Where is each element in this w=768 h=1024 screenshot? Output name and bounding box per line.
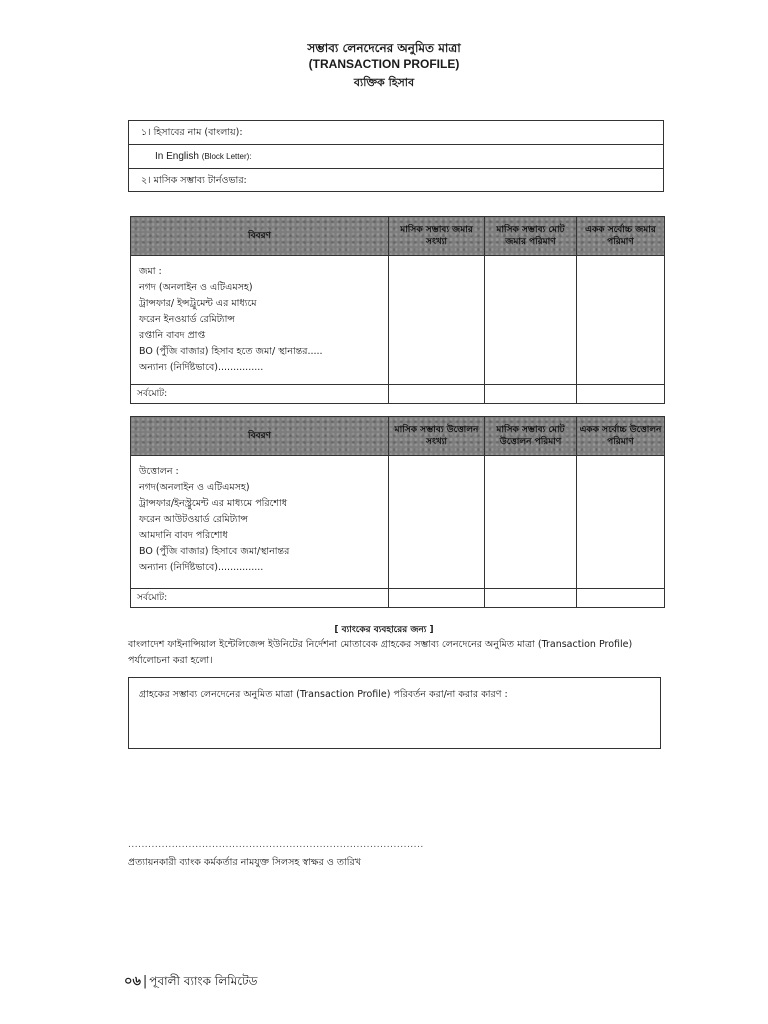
withdrawal-total-row [131,589,665,608]
form-title-en: (TRANSACTION PROFILE) [308,57,460,71]
deposit-item: ট্রান্সফার/ ইন্সট্রুমেন্ট এর মাধ্যমে [139,298,257,309]
withdrawal-total-max-input[interactable] [577,589,665,608]
deposit-total-label: সর্বমোট: [131,385,389,404]
withdrawal-item: ফরেন আউটওয়ার্ড রেমিট্যান্স [139,514,248,525]
deposit-total-row [131,385,665,404]
deposit-total-amount-sum-input[interactable] [485,385,577,404]
page-number: ০৬ [124,974,141,989]
withdrawal-table-header [131,417,665,456]
withdrawal-total-amount-sum-input[interactable] [485,589,577,608]
deposit-item: অন্যান্য (নির্দিষ্টভাবে)............... [139,362,264,373]
bank-use-heading: [ ব্যাংকের ব্যবহারের জন্য ] [334,625,434,635]
change-reason-box[interactable] [128,677,661,749]
account-name-en-label: In English (Block Letter): [155,151,252,162]
deposit-items-row [131,256,665,385]
deposit-table-header [131,217,665,256]
deposit-total-max-input[interactable] [577,385,665,404]
footer-divider: | [142,974,148,989]
deposit-count-input[interactable] [389,256,485,385]
signature-line: ........................................................................................ [128,840,424,850]
account-name-en-hint: (Block Letter): [201,152,252,161]
deposit-item: BO (পুঁজি বাজার) হিসাব হতে জমা/ স্থানান্তর..... [139,346,323,357]
account-name-en-field[interactable] [129,145,663,169]
withdrawal-items-cell [131,456,389,589]
account-info-box [128,120,664,192]
deposit-header-count: মাসিক সম্ভাব্য জমার সংখ্যা [389,217,485,256]
withdrawal-item: উত্তোলন : [139,466,179,477]
deposit-header-max-single: একক সর্বোচ্চ জমার পরিমাণ [577,217,665,256]
deposit-total-count-input[interactable] [389,385,485,404]
withdrawal-header-description: বিবরণ [131,417,389,456]
withdrawal-header-count: মাসিক সম্ভাব্য উত্তোলন সংখ্যা [389,417,485,456]
deposit-max-single-input[interactable] [577,256,665,385]
form-title-bn: সম্ভাব্য লেনদেনের অনুমিত মাত্রা [307,41,461,55]
deposit-item: ফরেন ইনওয়ার্ড রেমিট্যান্স [139,314,235,325]
signature-caption: প্রত্যায়নকারী ব্যাংক কর্মকর্তার নামযুক্ত সিলসহ স্বাক্ষর ও তারিখ [128,857,361,868]
account-name-bn-field[interactable] [129,121,663,145]
deposit-header-description: বিবরণ [131,217,389,256]
deposit-total-amount-input[interactable] [485,256,577,385]
deposit-header-total-amount: মাসিক সম্ভাব্য মোট জমার পরিমাণ [485,217,577,256]
withdrawal-total-count-input[interactable] [389,589,485,608]
withdrawal-item: অন্যান্য (নির্দিষ্টভাবে)............... [139,562,264,573]
withdrawal-items-row [131,456,665,589]
review-statement: বাংলাদেশ ফাইনান্সিয়াল ইন্টেলিজেন্স ইউনিটের নির্দেশনা মোতাবেক গ্রাহকের সম্ভাব্য লেনদেনের অনুমিত মাত্রা (Transaction Profile) পর্যালোচনা করা হলো। [128,639,633,666]
withdrawal-table [130,416,665,608]
withdrawal-item: ট্রান্সফার/ইনস্ট্রুমেন্ট এর মাধ্যমে পরিশোধ [139,498,288,509]
deposit-item: নগদ (অনলাইন ও এটিএমসহ) [139,282,253,293]
withdrawal-item: নগদ(অনলাইন ও এটিএমসহ) [139,482,250,493]
deposit-table [130,216,665,404]
withdrawal-item: আমদানি বাবদ পরিশোধ [139,530,228,541]
withdrawal-header-max-single: একক সর্বোচ্চ উত্তোলন পরিমাণ [577,417,665,456]
withdrawal-header-total-amount: মাসিক সম্ভাব্য মোট উত্তোলন পরিমাণ [485,417,577,456]
monthly-turnover-field[interactable] [129,169,663,193]
monthly-turnover-label: ২। মাসিক সম্ভাব্য টার্নওভার: [141,175,247,186]
account-name-bn-label: ১। হিসাবের নাম (বাংলায়): [141,127,243,138]
withdrawal-total-amount-input[interactable] [485,456,577,589]
form-subtitle: ব্যক্তিক হিসাব [353,76,415,89]
deposit-items-cell [131,256,389,385]
withdrawal-item: BO (পুঁজি বাজার) হিসাবে জমা/স্থানান্তর [139,546,290,557]
withdrawal-max-single-input[interactable] [577,456,665,589]
deposit-item: রপ্তানি বাবদ প্রাপ্ত [139,330,206,341]
change-reason-label: গ্রাহকের সম্ভাব্য লেনদেনের অনুমিত মাত্রা (Transaction Profile) পরিবর্তন করা/না করার কারণ : [139,689,508,700]
withdrawal-count-input[interactable] [389,456,485,589]
deposit-item: জমা : [139,266,162,277]
page-footer [124,972,257,993]
bank-name: পূবালী ব্যাংক লিমিটেড [149,974,258,988]
withdrawal-total-label: সর্বমোট: [131,589,389,608]
